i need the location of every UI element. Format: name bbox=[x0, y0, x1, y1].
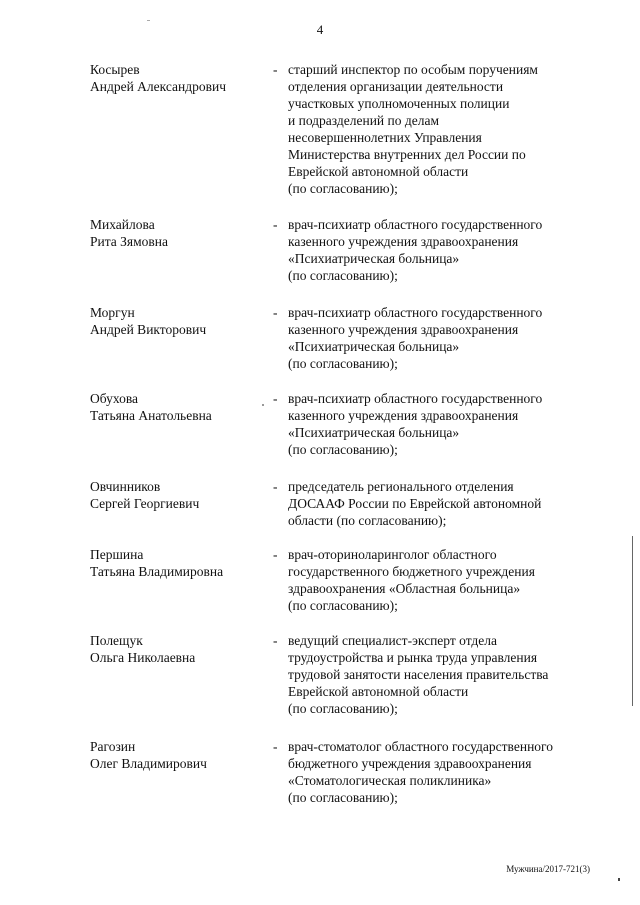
position-line: старший инспектор по особым поручениям bbox=[288, 62, 538, 77]
position-line: ведущий специалист-эксперт отдела bbox=[288, 633, 498, 648]
position-line: государственного бюджетного учреждения bbox=[288, 564, 535, 579]
member-position bbox=[288, 61, 588, 197]
margin-scan-line bbox=[632, 536, 633, 706]
member-name bbox=[90, 216, 260, 250]
separator-dash: - bbox=[273, 547, 278, 562]
position-line: «Психиатрическая больница» bbox=[288, 339, 460, 354]
member-position bbox=[288, 546, 588, 614]
position-line: ДОСААФ России по Еврейской автономной bbox=[288, 496, 542, 511]
document-footer-code: Мужчина/2017-721(3) bbox=[506, 864, 590, 874]
given-names: Андрей Викторович bbox=[90, 322, 207, 337]
member-position bbox=[288, 304, 588, 372]
surname: Косырев bbox=[90, 62, 140, 77]
surname: Полещук bbox=[90, 633, 143, 648]
position-line: (по согласованию); bbox=[288, 268, 398, 283]
position-line: трудовой занятости населения правительства bbox=[288, 667, 549, 682]
position-line: казенного учреждения здравоохранения bbox=[288, 234, 519, 249]
position-line: врач-психиатр областного государственного bbox=[288, 305, 543, 320]
position-line: (по согласованию); bbox=[288, 356, 398, 371]
scan-artifact bbox=[262, 404, 264, 406]
position-line: (по согласованию); bbox=[288, 790, 398, 805]
member-name bbox=[90, 61, 260, 95]
member-position bbox=[288, 216, 588, 284]
position-line: врач-психиатр областного государственного bbox=[288, 217, 543, 232]
member-position bbox=[288, 390, 588, 458]
given-names: Татьяна Анатольевна bbox=[90, 408, 212, 423]
member-position bbox=[288, 632, 588, 717]
surname: Першина bbox=[90, 547, 144, 562]
member-name bbox=[90, 390, 260, 424]
given-names: Андрей Александрович bbox=[90, 79, 227, 94]
position-line: области (по согласованию); bbox=[288, 513, 447, 528]
separator-dash: - bbox=[273, 217, 278, 232]
separator-dash: - bbox=[273, 305, 278, 320]
position-line: здравоохранения «Областная больница» bbox=[288, 581, 521, 596]
member-name bbox=[90, 478, 260, 512]
position-line: Еврейской автономной области bbox=[288, 684, 469, 699]
separator-dash: - bbox=[273, 633, 278, 648]
given-names: Олег Владимирович bbox=[90, 756, 207, 771]
position-line: (по согласованию); bbox=[288, 442, 398, 457]
surname: Михайлова bbox=[90, 217, 155, 232]
position-line: (по согласованию); bbox=[288, 181, 398, 196]
surname: Овчинников bbox=[90, 479, 161, 494]
member-name bbox=[90, 738, 260, 772]
position-line: трудоустройства и рынка труда управления bbox=[288, 650, 538, 665]
member-position bbox=[288, 478, 588, 529]
position-line: «Стоматологическая поликлиника» bbox=[288, 773, 492, 788]
position-line: (по согласованию); bbox=[288, 701, 398, 716]
surname: Моргун bbox=[90, 305, 135, 320]
separator-dash: - bbox=[273, 479, 278, 494]
position-line: врач-психиатр областного государственного bbox=[288, 391, 543, 406]
position-line: (по согласованию); bbox=[288, 598, 398, 613]
position-line: и подразделений по делам bbox=[288, 113, 440, 128]
separator-dash: - bbox=[273, 62, 278, 77]
page-number: 4 bbox=[316, 22, 324, 37]
position-line: несовершеннолетних Управления bbox=[288, 130, 482, 145]
position-line: участковых уполномоченных полиции bbox=[288, 96, 510, 111]
position-line: Еврейской автономной области bbox=[288, 164, 469, 179]
surname: Рагозин bbox=[90, 739, 136, 754]
surname: Обухова bbox=[90, 391, 139, 406]
position-line: бюджетного учреждения здравоохранения bbox=[288, 756, 532, 771]
position-line: казенного учреждения здравоохранения bbox=[288, 322, 519, 337]
position-line: председатель регионального отделения bbox=[288, 479, 514, 494]
position-line: отделения организации деятельности bbox=[288, 79, 504, 94]
position-line: Министерства внутренних дел России по bbox=[288, 147, 526, 162]
position-line: казенного учреждения здравоохранения bbox=[288, 408, 519, 423]
member-position bbox=[288, 738, 588, 806]
position-line: «Психиатрическая больница» bbox=[288, 251, 460, 266]
position-line: врач-оториноларинголог областного bbox=[288, 547, 497, 562]
given-names: Рита Зямовна bbox=[90, 234, 169, 249]
given-names: Татьяна Владимировна bbox=[90, 564, 224, 579]
position-line: «Психиатрическая больница» bbox=[288, 425, 460, 440]
separator-dash: - bbox=[273, 739, 278, 754]
separator-dash: - bbox=[273, 391, 278, 406]
member-name bbox=[90, 632, 260, 666]
member-name bbox=[90, 304, 260, 338]
member-name bbox=[90, 546, 260, 580]
given-names: Ольга Николаевна bbox=[90, 650, 196, 665]
scan-artifact bbox=[147, 20, 150, 21]
scan-artifact bbox=[618, 878, 620, 881]
position-line: врач-стоматолог областного государственного bbox=[288, 739, 553, 754]
given-names: Сергей Георгиевич bbox=[90, 496, 200, 511]
